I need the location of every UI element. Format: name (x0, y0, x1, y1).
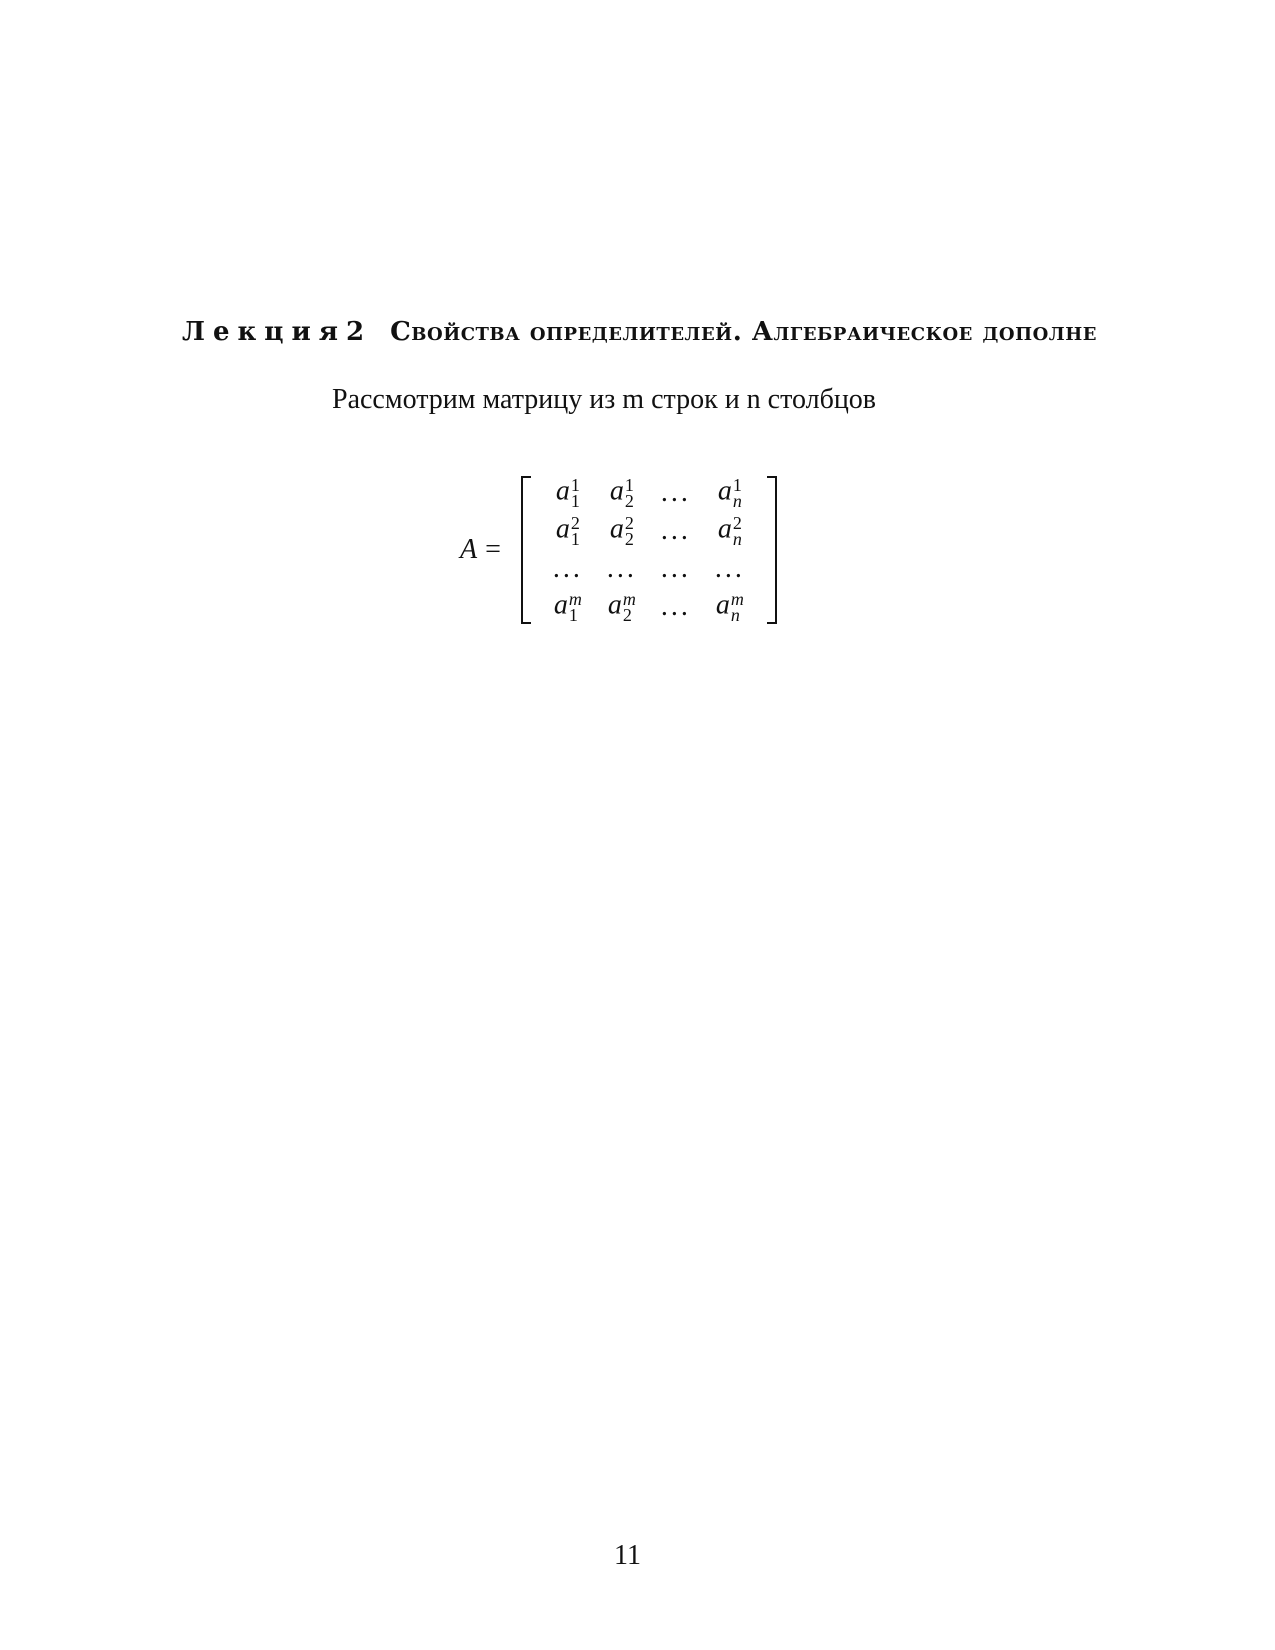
right-bracket (767, 476, 777, 624)
left-bracket (521, 476, 531, 624)
lecture-number: 2 (346, 317, 365, 347)
matrix-grid (541, 474, 757, 626)
equals-sign: = (485, 534, 501, 565)
matrix-a (519, 474, 779, 626)
matrix-row-3 (541, 550, 757, 588)
matrix-row-1 (541, 474, 757, 512)
matrix-entry: a m n (715, 589, 744, 625)
lecture-label: Лекция (182, 317, 347, 347)
matrix-row-2 (541, 512, 757, 550)
lecture-title: Свойства определителей. Алгебраическое дополне (390, 317, 1097, 347)
matrix-entry: a 2 1 (555, 513, 580, 549)
matrix-entry: a 1 2 (609, 475, 634, 511)
equation-lhs: A (460, 534, 478, 565)
matrix-entry: a 1 1 (555, 475, 580, 511)
page-number: 11 (614, 1540, 641, 1571)
matrix-entry: a 2 2 (609, 513, 634, 549)
matrix-entry-dots: ... (660, 553, 691, 584)
matrix-entry: a m 2 (607, 589, 636, 625)
matrix-entry-dots: ... (660, 477, 691, 508)
matrix-entry-dots: ... (660, 591, 691, 622)
matrix-entry-dots: ... (660, 515, 691, 546)
matrix-equation (460, 470, 779, 630)
matrix-entry: a 1 n (717, 475, 742, 511)
matrix-entry: a 2 n (717, 513, 742, 549)
matrix-entry-dots: ... (552, 553, 583, 584)
matrix-entry-dots: ... (606, 553, 637, 584)
intro-paragraph: Рассмотрим матрицу из m строк и n столбцов (332, 384, 877, 415)
lecture-heading (182, 312, 1275, 352)
matrix-entry-dots: ... (714, 553, 745, 584)
matrix-entry: a m 1 (553, 589, 582, 625)
matrix-row-4 (541, 588, 757, 626)
